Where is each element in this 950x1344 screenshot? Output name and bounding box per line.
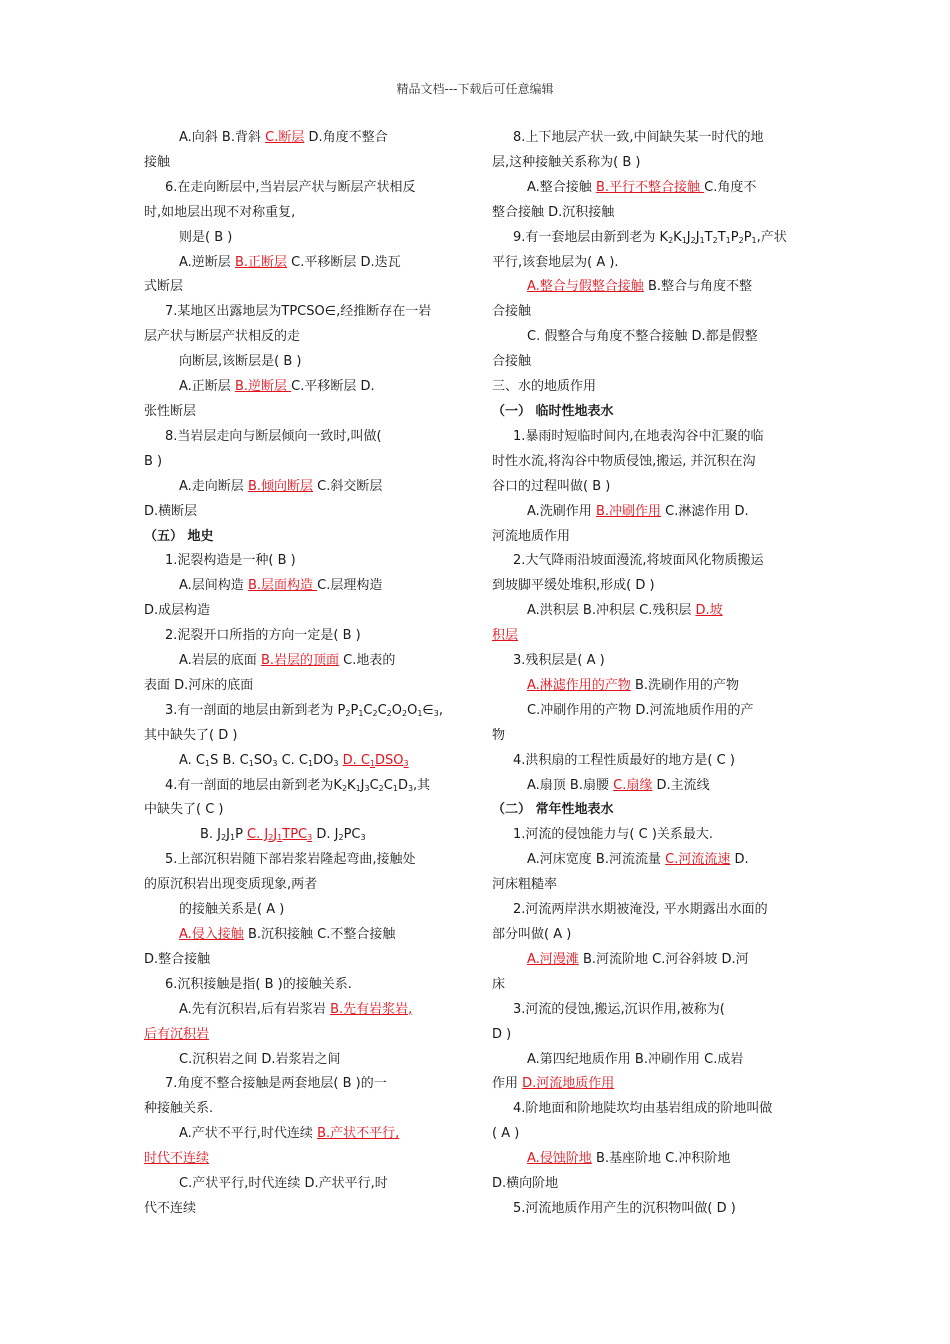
text-run: 3.有一剖面的地层由新到老为 P	[165, 702, 346, 718]
subscript: 1	[699, 235, 705, 245]
text-line	[144, 300, 464, 325]
answer-text: C.扇缘	[613, 777, 653, 793]
text-line	[144, 251, 464, 276]
text-run: A.扇顶 B.扇腰	[527, 777, 614, 793]
text-run: A.正断层	[179, 379, 235, 395]
text-run: C. C	[277, 752, 308, 768]
text-run: 8.上下地层产状一致,中间缺失某一时代的地	[513, 130, 764, 145]
text-run: D.横断层	[144, 503, 198, 519]
text-line	[492, 300, 812, 325]
subscript: 1	[681, 235, 687, 245]
text-run: A.第四纪地质作用 B.冲刷作用 C.成岩	[527, 1051, 744, 1067]
text-line	[492, 549, 812, 574]
text-line	[144, 1122, 464, 1147]
text-line	[144, 275, 464, 300]
answer-text: B.层面构造	[247, 578, 318, 594]
subscript: 3	[364, 783, 370, 793]
text-run: C	[383, 777, 393, 793]
text-run: （一） 临时性地表水	[492, 403, 614, 419]
text-run: （五） 地史	[144, 528, 214, 544]
page-header: 精品文档---下载后可任意编辑	[396, 82, 554, 96]
text-run: ( A )	[492, 1126, 520, 1142]
text-run: C.平移断层 D.迭瓦	[287, 254, 401, 270]
text-line	[144, 848, 464, 873]
answer-text: A.侵入接触	[179, 927, 244, 942]
text-run: C.斜交断层	[313, 478, 383, 494]
subscript: 2	[221, 833, 227, 843]
text-run: 4.有一剖面的地层由新到老为K	[165, 777, 342, 793]
text-run: K	[673, 229, 682, 245]
text-line	[492, 599, 812, 624]
text-run: 7.某地区出露地层为TPCSO∈,经推断存在一岩	[165, 304, 432, 320]
answer-text: C.河流流速	[665, 852, 731, 868]
text-run: B.洗刷作用的产物	[630, 677, 739, 693]
subscript: 2	[268, 833, 274, 843]
text-line	[144, 226, 464, 251]
text-line	[492, 973, 812, 998]
text-line	[492, 948, 812, 973]
text-run: D	[397, 777, 408, 793]
text-line	[492, 1197, 812, 1222]
text-run: A.洪积层 B.冲积层 C.残积层	[527, 603, 696, 619]
text-run: 5.河流地质作用产生的沉积物叫做( D )	[513, 1200, 736, 1216]
text-line	[144, 151, 464, 176]
text-line	[144, 1048, 464, 1073]
text-run: 9.有一套地层由新到老为 K	[513, 229, 669, 245]
text-line	[492, 475, 812, 500]
text-run: O	[407, 702, 418, 718]
subscript: 3	[403, 758, 409, 768]
text-run: 6.沉积接触是指( B )的接触关系.	[165, 976, 352, 992]
subscript: 1	[417, 708, 423, 718]
text-line	[492, 898, 812, 923]
text-run: B.沉积接触 C.不整合接触	[243, 927, 396, 942]
text-run: 1.河流的侵蚀能力与( C )关系最大.	[513, 827, 714, 843]
text-run: 2.大气降雨沿坡面漫流,将坡面风化物质搬运	[513, 553, 764, 569]
text-run: T	[704, 229, 713, 245]
text-line	[144, 1097, 464, 1122]
text-run: ,其	[413, 777, 431, 793]
text-run: C	[377, 702, 387, 718]
answer-text: C. J	[247, 827, 269, 843]
text-line	[144, 599, 464, 624]
text-line	[144, 973, 464, 998]
text-run: 谷口的过程叫做( B )	[492, 478, 611, 494]
text-run: C.冲刷作用的产物 D.河流地质作用的产	[527, 702, 754, 718]
text-run: A.洗刷作用	[527, 503, 596, 519]
text-line	[492, 774, 812, 799]
text-run: 表面 D.河床的底面	[144, 677, 254, 693]
answer-text: B.冲刷作用	[595, 503, 661, 519]
answer-text: A.侵蚀阶地	[527, 1151, 592, 1167]
text-line	[144, 1023, 464, 1048]
text-run: 其中缺失了( D )	[144, 727, 238, 743]
text-run: ,	[438, 702, 443, 718]
text-line	[492, 1097, 812, 1122]
text-line	[492, 500, 812, 525]
subscript: 2	[341, 783, 348, 793]
text-line	[144, 674, 464, 699]
text-run: T	[717, 229, 726, 245]
subscript: 3	[360, 833, 366, 843]
text-line	[492, 325, 812, 350]
text-run: 的原沉积岩出现变质现象,两者	[144, 877, 318, 893]
text-run: A.河床宽度 B.河流流量	[527, 852, 666, 868]
text-line	[492, 450, 812, 475]
text-line	[144, 1147, 464, 1172]
subscript: 2	[372, 708, 378, 718]
text-line	[144, 1172, 464, 1197]
answer-text: B.产状不平行,	[317, 1126, 400, 1142]
subscript: 1	[229, 833, 236, 843]
subscript: 2	[345, 708, 351, 718]
text-run: 则是( B )	[179, 229, 233, 245]
text-line	[144, 649, 464, 674]
text-line	[144, 176, 464, 201]
text-run: DO	[313, 752, 334, 768]
text-run: 4.阶地面和阶地陡坎均由基岩组成的阶地叫做	[513, 1101, 773, 1117]
answer-text: A.淋滤作用的产物	[527, 677, 631, 693]
text-run: C	[369, 777, 379, 793]
text-run: A.层间构造	[179, 578, 248, 594]
text-line	[492, 749, 812, 774]
text-run: D. J	[312, 827, 339, 843]
text-run: 中缺失了( C )	[144, 802, 224, 818]
text-line	[144, 749, 464, 774]
text-run: B. J	[200, 827, 222, 843]
subscript: 1	[308, 758, 314, 768]
text-run: （二） 常年性地表水	[492, 802, 614, 818]
section-heading	[492, 400, 812, 425]
text-line	[144, 774, 464, 799]
subscript: 1	[205, 758, 211, 768]
text-run: B.河流阶地 C.河谷斜坡 D.河	[578, 951, 749, 967]
subscript: 3	[307, 833, 313, 843]
text-line	[144, 724, 464, 749]
text-run: 1.泥裂构造是一种( B )	[165, 553, 296, 569]
text-line	[492, 1072, 812, 1097]
text-run: 代不连续	[144, 1200, 197, 1216]
text-run: O	[391, 702, 402, 718]
text-line	[144, 350, 464, 375]
text-run: B.基座阶地 C.冲积阶地	[591, 1151, 731, 1167]
text-run: 层,这种接触关系称为( B )	[492, 154, 641, 170]
text-line	[144, 126, 464, 151]
text-run: K	[347, 777, 356, 793]
subscript: 2	[738, 235, 744, 245]
text-run: 部分叫做( A )	[492, 927, 572, 942]
text-run: PC	[343, 827, 361, 843]
text-run: C. 假整合与角度不整合接触 D.都是假整	[527, 329, 758, 345]
text-run: 平行,该套地层为( A ).	[492, 254, 619, 270]
text-run: 时,如地层出现不对称重复,	[144, 204, 296, 220]
text-run: A.产状不平行,时代连续	[179, 1126, 318, 1142]
text-line	[492, 699, 812, 724]
text-line	[144, 823, 464, 848]
text-run: C.平移断层 D.	[291, 379, 375, 395]
text-run: P	[350, 702, 359, 718]
text-line	[144, 798, 464, 823]
text-line	[144, 375, 464, 400]
answer-text: A.整合与假整合接触	[527, 279, 644, 295]
text-line	[144, 400, 464, 425]
text-run: D.角度不整合	[304, 130, 388, 145]
text-run: C.沉积岩之间 D.岩浆岩之间	[179, 1051, 341, 1067]
text-run: J	[360, 777, 365, 793]
answer-text: B.先有岩浆岩,	[330, 1001, 413, 1017]
text-line	[492, 624, 812, 649]
text-line	[492, 126, 812, 151]
text-run: 河床粗糙率	[492, 877, 558, 893]
text-run: D.成层构造	[144, 603, 211, 619]
text-run: D.主流线	[652, 777, 710, 793]
text-run: 式断层	[144, 279, 184, 295]
text-run: P	[743, 229, 752, 245]
text-run: C.淋滤作用 D.	[661, 503, 749, 519]
text-line	[492, 275, 812, 300]
section-heading	[144, 525, 464, 550]
text-line	[144, 475, 464, 500]
text-run: P	[235, 827, 248, 843]
text-run: C	[363, 702, 373, 718]
text-run: J	[686, 229, 691, 245]
text-run: C.层理构造	[317, 578, 383, 594]
answer-text: D.坡	[695, 603, 723, 619]
subscript: 1	[751, 235, 757, 245]
subscript: 2	[378, 783, 384, 793]
text-line	[492, 1048, 812, 1073]
answer-text: DSO	[375, 752, 404, 768]
answer-text: B.岩层的顶面	[260, 653, 339, 669]
text-line	[144, 574, 464, 599]
text-run: D )	[492, 1026, 512, 1042]
text-run: D.整合接触	[144, 951, 211, 967]
subscript: 3	[407, 783, 414, 793]
text-line	[144, 998, 464, 1023]
answer-text: J	[273, 827, 278, 843]
text-line	[492, 375, 812, 400]
text-run: 合接触	[492, 304, 532, 320]
text-run: 整合接触 D.沉积接触	[492, 204, 615, 220]
text-line	[492, 873, 812, 898]
subscript: 1	[369, 758, 376, 768]
text-line	[144, 624, 464, 649]
text-line	[144, 549, 464, 574]
text-run: D.	[730, 852, 749, 868]
text-line	[492, 1172, 812, 1197]
right-column	[492, 126, 812, 1222]
text-run: 1.暴雨时短临时间内,在地表沟谷中汇聚的临	[513, 428, 764, 444]
answer-text: D.河流地质作用	[522, 1076, 615, 1092]
text-run: 三、水的地质作用	[492, 379, 597, 395]
answer-text: B.倾向断层	[247, 478, 313, 494]
text-run: 的接触关系是( A )	[179, 902, 285, 918]
subscript: 1	[725, 235, 731, 245]
text-run: ,产状	[756, 229, 787, 245]
subscript: 1	[358, 708, 364, 718]
text-run: C.角度不	[704, 179, 757, 195]
subscript: 1	[277, 833, 283, 843]
text-run: 作用	[492, 1076, 523, 1092]
text-run: ∈	[422, 702, 434, 718]
text-line	[144, 1197, 464, 1222]
text-line	[492, 848, 812, 873]
text-run: B.整合与角度不整	[643, 279, 752, 295]
answer-text: TPC	[282, 827, 308, 843]
text-run: C.地表的	[339, 653, 396, 669]
text-line	[492, 998, 812, 1023]
text-run: A.逆断层	[179, 254, 235, 270]
text-line	[492, 1023, 812, 1048]
answer-text: D. C	[342, 752, 370, 768]
text-run: 向断层,该断层是( B )	[179, 354, 302, 370]
subscript: 3	[272, 758, 278, 768]
text-line	[492, 176, 812, 201]
answer-text: A.河漫滩	[527, 951, 579, 967]
text-line	[492, 1147, 812, 1172]
text-line	[492, 226, 812, 251]
text-run: S B. C	[210, 752, 249, 768]
text-run: 6.在走向断层中,当岩层产状与断层产状相反	[165, 179, 416, 195]
text-run: 接触	[144, 154, 171, 170]
text-run: 床	[492, 976, 506, 992]
text-run: 2.河流两岸洪水期被淹没, 平水期露出水面的	[513, 902, 768, 918]
text-run: J	[226, 827, 230, 843]
text-line	[492, 649, 812, 674]
subscript: 2	[712, 235, 718, 245]
text-line	[144, 325, 464, 350]
text-run: 7.角度不整合接触是两套地层( B )的一	[165, 1076, 387, 1092]
subscript: 1	[355, 783, 361, 793]
text-run: 到坡脚平缓处堆积,形成( D )	[492, 578, 655, 594]
answer-text: C.断层	[265, 130, 305, 145]
text-run: B )	[144, 453, 163, 469]
text-line	[492, 151, 812, 176]
text-run: 层产状与断层产状相反的走	[144, 329, 301, 345]
text-line	[144, 201, 464, 226]
answer-text: 后有沉积岩	[144, 1026, 210, 1042]
text-line	[492, 525, 812, 550]
text-line	[144, 923, 464, 948]
text-run: 时性水流,将沟谷中物质侵蚀,搬运, 并沉积在沟	[492, 453, 756, 469]
text-line	[492, 251, 812, 276]
answer-text: 时代不连续	[144, 1151, 210, 1167]
text-line	[492, 574, 812, 599]
text-line	[492, 923, 812, 948]
text-run: 4.洪积扇的工程性质最好的地方是( C )	[513, 752, 735, 768]
answer-text: B.平行不整合接触	[595, 179, 705, 195]
subscript: 2	[668, 235, 674, 245]
subscript: 2	[386, 708, 392, 718]
text-run: SO	[253, 752, 273, 768]
subscript: 1	[392, 783, 398, 793]
text-run: A.先有沉积岩,后有岩浆岩	[179, 1001, 331, 1017]
text-run: J	[695, 229, 700, 245]
text-run: A.走向断层	[179, 478, 248, 494]
subscript: 1	[248, 758, 254, 768]
answer-text: B.逆断层	[234, 379, 292, 395]
text-run: A. C	[179, 752, 206, 768]
text-line	[144, 898, 464, 923]
subscript: 2	[402, 708, 408, 718]
text-run: A.岩层的底面	[179, 653, 261, 669]
text-run: D.横向阶地	[492, 1176, 559, 1192]
text-run: 3.河流的侵蚀,搬运,沉识作用,被称为(	[513, 1001, 725, 1017]
text-line	[144, 873, 464, 898]
text-line	[492, 823, 812, 848]
text-run: 8.当岩层走向与断层倾向一致时,叫做(	[165, 428, 382, 444]
text-line	[144, 948, 464, 973]
answer-text: B.正断层	[234, 254, 287, 270]
text-run: 张性断层	[144, 403, 197, 419]
text-line	[492, 674, 812, 699]
text-run: C.产状平行,时代连续 D.产状平行,时	[179, 1176, 388, 1192]
text-run: 种接触关系.	[144, 1101, 214, 1117]
section-heading	[492, 798, 812, 823]
subscript: 3	[333, 758, 339, 768]
subscript: 2	[338, 833, 344, 843]
text-run: 3.残积层是( A )	[513, 653, 605, 669]
text-run: A.向斜 B.背斜	[179, 130, 266, 145]
text-run: 2.泥裂开口所指的方向一定是( B )	[165, 628, 361, 644]
text-line	[492, 350, 812, 375]
text-run: 河流地质作用	[492, 528, 571, 544]
text-line	[144, 450, 464, 475]
text-line	[144, 425, 464, 450]
text-run: A.整合接触	[527, 179, 596, 195]
text-line	[144, 699, 464, 724]
text-line	[144, 500, 464, 525]
left-column	[144, 126, 464, 1222]
text-line	[492, 1122, 812, 1147]
text-run: 物	[492, 727, 506, 743]
text-line	[144, 1072, 464, 1097]
answer-text: 积层	[492, 628, 519, 644]
subscript: 3	[433, 708, 439, 718]
text-line	[492, 201, 812, 226]
subscript: 2	[690, 235, 696, 245]
text-line	[492, 724, 812, 749]
text-run: 5.上部沉积岩随下部岩浆岩隆起弯曲,接触处	[165, 852, 416, 868]
text-run: P	[730, 229, 739, 245]
text-run: 合接触	[492, 354, 532, 370]
text-line	[492, 425, 812, 450]
